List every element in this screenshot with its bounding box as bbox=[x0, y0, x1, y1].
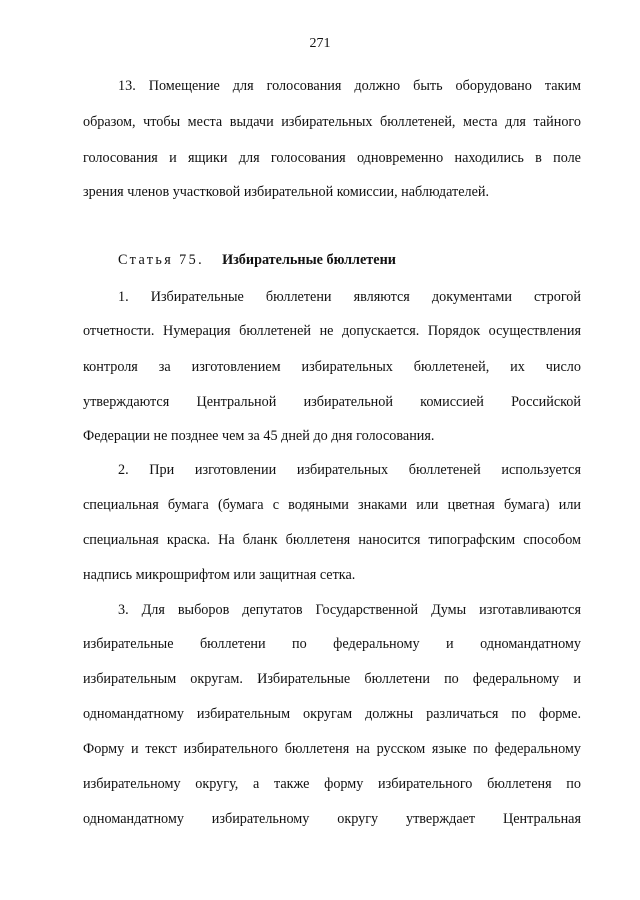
paragraph-line: зрения членов участковой избирательной комиссии, наблюдателей. bbox=[83, 184, 490, 200]
paragraph-line: голосования и ящики для голосования одновременно находились в поле bbox=[83, 150, 581, 166]
article-heading bbox=[118, 251, 396, 269]
paragraph-line: Форму и текст избирательного бюллетеня на русском языке по федеральному bbox=[83, 741, 581, 757]
page-number: 271 bbox=[309, 36, 331, 51]
article-label: Статья 75. bbox=[118, 252, 205, 268]
paragraph-line: 1. Избирательные бюллетени являются документами строгой bbox=[118, 289, 581, 305]
paragraph-line: 2. При изготовлении избирательных бюллетеней используется bbox=[118, 462, 581, 478]
paragraph-line: отчетности. Нумерация бюллетеней не допускается. Порядок осуществления bbox=[83, 323, 581, 339]
paragraph-line: одномандатному избирательным округам должны различаться по форме. bbox=[83, 706, 581, 722]
paragraph-line: 13. Помещение для голосования должно быть оборудовано таким bbox=[118, 78, 581, 94]
article-title: Избирательные бюллетени bbox=[222, 252, 396, 268]
paragraph-line: образом, чтобы места выдачи избирательных бюллетеней, места для тайного bbox=[83, 114, 581, 130]
paragraph-line: Федерации не позднее чем за 45 дней до дня голосования. bbox=[83, 428, 435, 444]
paragraph-line: надпись микрошрифтом или защитная сетка. bbox=[83, 567, 356, 583]
paragraph-line: избирательным округам. Избирательные бюллетени по федеральному и bbox=[83, 671, 581, 687]
paragraph-line: контроля за изготовлением избирательных бюллетеней, их число bbox=[83, 359, 581, 375]
paragraph-line: 3. Для выборов депутатов Государственной Думы изготавливаются bbox=[118, 602, 581, 618]
paragraph-line: избирательному округу, а также форму избирательного бюллетеня по bbox=[83, 776, 581, 792]
paragraph-line: избирательные бюллетени по федеральному и одномандатному bbox=[83, 636, 581, 652]
paragraph-line: специальная краска. На бланк бюллетеня наносится типографским способом bbox=[83, 532, 581, 548]
paragraph-line: одномандатному избирательному округу утверждает Центральная bbox=[83, 811, 581, 827]
paragraph-line: утверждаются Центральной избирательной комиссией Российской bbox=[83, 394, 581, 410]
paragraph-line: специальная бумага (бумага с водяными знаками или цветная бумага) или bbox=[83, 497, 581, 513]
